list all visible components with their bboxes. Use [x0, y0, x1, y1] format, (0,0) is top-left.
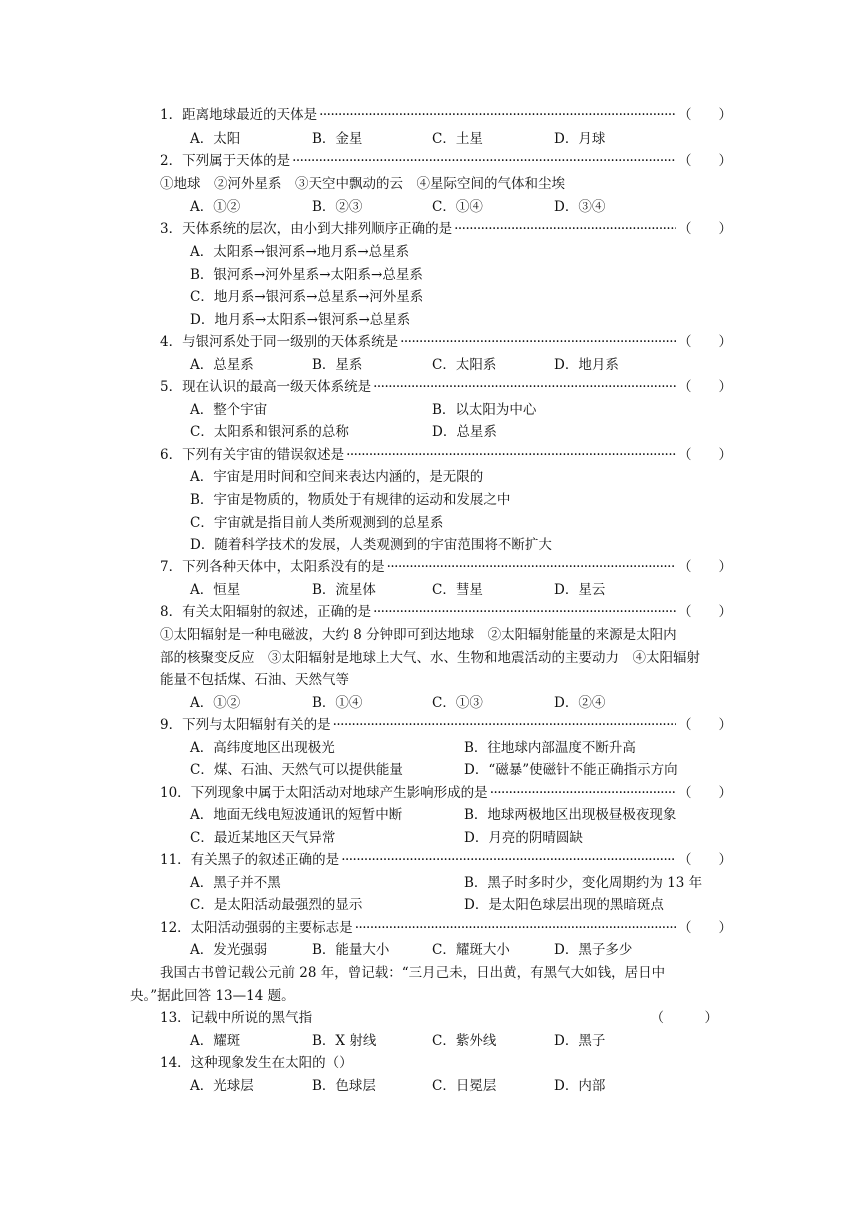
leader-dots — [346, 444, 676, 466]
option-a: A．宇宙是用时间和空间来表达内涵的，是无限的 — [190, 469, 484, 485]
option-d: D．②④ — [554, 695, 606, 711]
answer-bracket: （ ） — [678, 920, 732, 936]
leader-dots — [373, 601, 676, 623]
question-stem: 11．有关黑子的叙述正确的是 — [160, 852, 340, 868]
option-c: C．宇宙就是指目前人类所观测到的总星系 — [190, 515, 444, 531]
passage-line: 我国古书曾记载公元前 28 年，曾记载：“三月己未，日出黄，有黑气大如钱，居日中 — [160, 965, 666, 981]
option-b: B．流星体 — [312, 582, 376, 598]
option-b: B．金星 — [312, 131, 363, 147]
leader-dots — [400, 331, 676, 353]
option-a: A．太阳 — [190, 131, 241, 147]
question-stem: 1．距离地球最近的天体是 — [160, 107, 318, 123]
question-13 — [160, 1007, 732, 1029]
leader-dots — [373, 376, 676, 398]
option-a: A．太阳系→银河系→地月系→总星系 — [190, 244, 410, 260]
question-stem: 12．太阳活动强弱的主要标志是 — [160, 920, 353, 936]
option-d: D．是太阳色球层出现的黑暗斑点 — [464, 897, 664, 913]
option-c: C．①③ — [432, 695, 483, 711]
leader-dots — [387, 556, 676, 578]
question-stem: 6．下列有关宇宙的错误叙述是 — [160, 447, 345, 463]
question-2 — [160, 150, 732, 172]
option-b: B．②③ — [312, 199, 363, 215]
passage-line: 央。”据此回答 13—14 题。 — [130, 988, 295, 1004]
option-b: B．X 射线 — [312, 1033, 377, 1049]
answer-bracket: （ ） — [650, 1010, 718, 1026]
question-3 — [160, 218, 732, 240]
question-12 — [160, 917, 732, 939]
option-c: C．彗星 — [432, 582, 483, 598]
answer-bracket: （ ） — [678, 559, 732, 575]
option-b: B．以太阳为中心 — [432, 402, 537, 418]
option-a: A．总星系 — [190, 357, 254, 373]
question-stem: 8．有关太阳辐射的叙述，正确的是 — [160, 604, 372, 620]
option-c: C．太阳系 — [432, 357, 497, 373]
question-items: ①地球 ②河外星系 ③天空中飘动的云 ④星际空间的气体和尘埃 — [160, 176, 565, 192]
question-11 — [160, 849, 732, 871]
option-c: C．日冕层 — [432, 1078, 497, 1094]
question-items-line: ①太阳辐射是一种电磁波，大约 8 分钟即可到达地球 ②太阳辐射能量的来源是太阳内 — [160, 627, 677, 643]
option-a: A．①② — [190, 199, 241, 215]
answer-bracket: （ ） — [678, 785, 732, 801]
option-b: B．星系 — [312, 357, 363, 373]
answer-bracket: （ ） — [678, 379, 732, 395]
question-6 — [160, 444, 732, 466]
question-items-line: 部的核聚变反应 ③太阳辐射是地球上大气、水、生物和地震活动的主要动力 ④太阳辐射 — [160, 650, 700, 666]
option-c: C．最近某地区天气异常 — [190, 830, 336, 846]
question-stem: 9．下列与太阳辐射有关的是 — [160, 717, 331, 733]
question-14: 14．这种现象发生在太阳的（） — [160, 1055, 353, 1071]
question-1 — [160, 104, 732, 126]
option-b: B．往地球内部温度不断升高 — [464, 740, 636, 756]
question-items-line: 能量不包括煤、石油、天然气等 — [160, 672, 349, 688]
answer-bracket: （ ） — [678, 107, 732, 123]
option-a: A．恒星 — [190, 582, 241, 598]
leader-dots — [454, 218, 676, 240]
option-b: B．宇宙是物质的，物质处于有规律的运动和发展之中 — [190, 492, 511, 508]
answer-bracket: （ ） — [678, 334, 732, 350]
option-b: B．黑子时多时少，变化周期约为 13 年 — [464, 875, 703, 891]
leader-dots — [355, 917, 676, 939]
option-c: C．地月系→银河系→总星系→河外星系 — [190, 289, 424, 305]
option-a: A．①② — [190, 695, 241, 711]
option-c: C．①④ — [432, 199, 483, 215]
question-9 — [160, 714, 732, 736]
option-c: C．太阳系和银河系的总称 — [190, 424, 349, 440]
answer-bracket: （ ） — [678, 717, 732, 733]
question-10 — [160, 782, 732, 804]
question-stem: 2．下列属于天体的是 — [160, 153, 291, 169]
option-b: B．色球层 — [312, 1078, 376, 1094]
option-a: A．整个宇宙 — [190, 402, 268, 418]
question-8 — [160, 601, 732, 623]
option-d: D．月亮的阴晴圆缺 — [464, 830, 583, 846]
option-d: D．地月系→太阳系→银河系→总星系 — [190, 312, 411, 328]
option-c: C．紫外线 — [432, 1033, 497, 1049]
question-stem: 5．现在认识的最高一级天体系统是 — [160, 379, 372, 395]
option-a: A．黑子并不黑 — [190, 875, 281, 891]
option-a: A．发光强弱 — [190, 942, 268, 958]
option-d: D．月球 — [554, 131, 606, 147]
answer-bracket: （ ） — [678, 447, 732, 463]
option-b: B．地球两极地区出现极昼极夜现象 — [464, 807, 677, 823]
option-c: C．耀斑大小 — [432, 942, 510, 958]
option-b: B．①④ — [312, 695, 363, 711]
option-c: C．煤、石油、天然气可以提供能量 — [190, 762, 403, 778]
question-stem: 7．下列各种天体中，太阳系没有的是 — [160, 559, 385, 575]
question-stem: 3．天体系统的层次，由小到大排列顺序正确的是 — [160, 221, 453, 237]
option-d: D．随着科学技术的发展，人类观测到的宇宙范围将不断扩大 — [190, 537, 552, 553]
option-b: B．能量大小 — [312, 942, 390, 958]
option-a: A．地面无线电短波通讯的短暂中断 — [190, 807, 403, 823]
option-d: D．③④ — [554, 199, 606, 215]
answer-bracket: （ ） — [678, 221, 732, 237]
question-stem: 13．记载中所说的黑气指 — [160, 1010, 313, 1026]
option-d: D．黑子多少 — [554, 942, 633, 958]
leader-dots — [490, 782, 676, 804]
question-7 — [160, 556, 732, 578]
option-d: D．地月系 — [554, 357, 619, 373]
option-d: D．黑子 — [554, 1033, 606, 1049]
option-d: D．内部 — [554, 1078, 606, 1094]
option-c: C．土星 — [432, 131, 483, 147]
answer-bracket: （ ） — [678, 153, 732, 169]
option-d: D．星云 — [554, 582, 606, 598]
answer-bracket: （ ） — [678, 852, 732, 868]
question-stem: 4．与银河系处于同一级别的天体系统是 — [160, 334, 399, 350]
option-d: D．“磁暴”使磁针不能正确指示方向 — [464, 762, 678, 778]
option-d: D．总星系 — [432, 424, 497, 440]
question-4 — [160, 331, 732, 353]
option-a: A．光球层 — [190, 1078, 254, 1094]
question-5 — [160, 376, 732, 398]
question-stem: 10．下列现象中属于太阳活动对地球产生影响形成的是 — [160, 785, 488, 801]
leader-dots — [319, 104, 676, 126]
option-b: B．银河系→河外星系→太阳系→总星系 — [190, 267, 423, 283]
leader-dots — [292, 150, 676, 172]
leader-dots — [333, 714, 676, 736]
option-a: A．高纬度地区出现极光 — [190, 740, 335, 756]
option-a: A．耀斑 — [190, 1033, 241, 1049]
option-c: C．是太阳活动最强烈的显示 — [190, 897, 363, 913]
leader-dots — [341, 849, 676, 871]
answer-bracket: （ ） — [678, 604, 732, 620]
